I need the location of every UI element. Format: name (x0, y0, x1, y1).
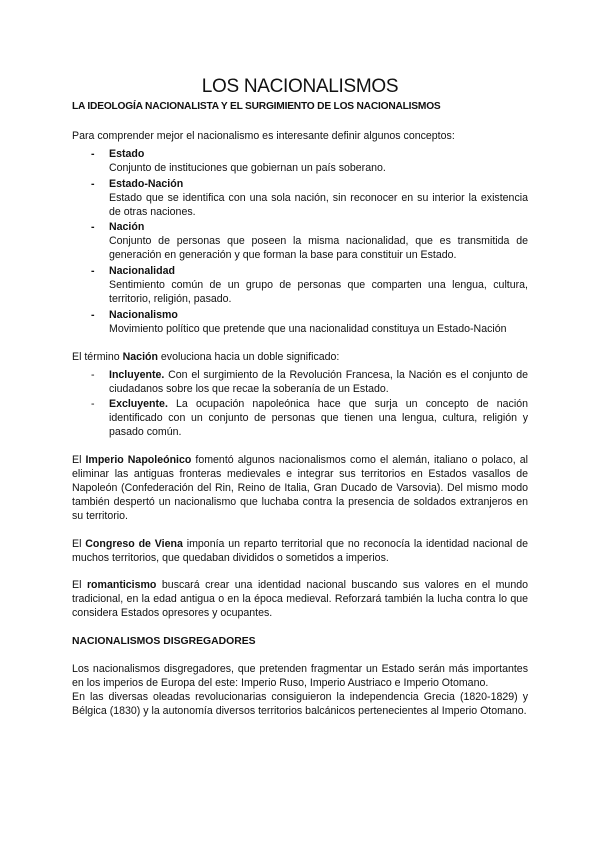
imperio-text-after: fomentó algunos nacionalismos como el alemán, italiano o polaco, al eliminar las antiguas fronteras medievales e integrar sus territorios en Estados vasallos de Napoleón (Confederación del Rin, Reino de Italia, Gran Ducado de Varsovia). Del mismo modo también despertó un nacionalismo que luchaba contra la presencia de soldados extranjeros en su territorio. (72, 454, 528, 522)
nacion-text-after: evoluciona hacia un doble significado: (157, 350, 340, 363)
concept-definition: Conjunto de personas que poseen la misma nacionalidad, que es transmitida de generación en generación y que forman la base para constituir un Estado. (109, 235, 528, 262)
concept-term: Nacionalismo (109, 308, 178, 321)
section-heading: NACIONALISMOS DISGREGADORES (72, 636, 256, 648)
congreso-paragraph (72, 538, 528, 566)
romanticismo-text-before: El (72, 579, 87, 592)
meaning-term: Excluyente. (109, 398, 168, 411)
disgregadores-paragraph-2: En las diversas oleadas revolucionarias consiguieron la independencia Grecia (1820-1829) y Bélgica (1830) y la autonomía diversos territorios balcánicos pertenecientes al Imperio Otomano. (72, 691, 528, 717)
romanticismo-text-after: buscará crear una identidad nacional buscando sus valores en el mundo tradicional, en la edad antigua o en la época medieval. Reforzará también la lucha contra lo que considera Estados opresores y ocupantes. (72, 579, 528, 620)
bullet-dash: - (91, 147, 95, 160)
meanings-list (72, 369, 528, 441)
bullet-dash: - (91, 177, 95, 190)
congreso-text-before: El (72, 537, 86, 550)
nacion-bold-term: Nación (122, 350, 158, 363)
meaning-item (72, 398, 528, 440)
concept-item (72, 178, 528, 220)
bullet-dash: - (91, 308, 95, 321)
imperio-bold-term: Imperio Napoleónico (85, 454, 192, 467)
intro-paragraph: Para comprender mejor el nacionalismo es interesante definir algunos conceptos: (72, 130, 455, 142)
nacion-paragraph (72, 351, 528, 365)
concept-term: Nación (109, 221, 145, 234)
concept-item (72, 265, 528, 307)
concept-term: Nacionalidad (109, 265, 175, 278)
bullet-dash: - (91, 398, 95, 411)
document-page (72, 0, 528, 719)
concept-term: Estado (109, 147, 145, 160)
congreso-bold-term: Congreso de Viena (85, 537, 183, 550)
meaning-text: Con el surgimiento de la Revolución Francesa, la Nación es el conjunto de ciudadanos sobre los que recae la soberanía de un Estado. (109, 368, 528, 395)
concept-definition: Movimiento político que pretende que una nacionalidad constituya un Estado-Nación (109, 322, 507, 335)
romanticismo-paragraph (72, 579, 528, 621)
concept-definition: Estado que se identifica con una sola nación, sin reconocer en su interior la existencia de otras naciones. (109, 191, 528, 218)
bullet-dash: - (91, 368, 95, 381)
concept-definition: Sentimiento común de un grupo de personas que comparten una lengua, cultura, territorio, religión, pasado. (109, 279, 528, 305)
meaning-term: Incluyente. (109, 368, 165, 381)
bullet-dash: - (91, 221, 95, 234)
concepts-list (72, 148, 528, 337)
bullet-dash: - (91, 265, 95, 278)
disgregadores-paragraph-1: Los nacionalismos disgregadores, que pretenden fragmentar un Estado serán más importantes en los imperios de Europa del este: Imperio Ruso, Imperio Austriaco e Imperio Otomano. (72, 663, 528, 690)
romanticismo-bold-term: romanticismo (86, 579, 157, 592)
page-title: LOS NACIONALISMOS (201, 76, 399, 97)
concept-item (72, 221, 528, 263)
concept-item (72, 309, 528, 337)
concept-item (72, 148, 528, 176)
congreso-text-after: imponía un reparto territorial que no reconocía la identidad nacional de muchos territorios, que quedaban divididos o sometidos a imperios. (72, 537, 528, 564)
imperio-paragraph (72, 454, 528, 524)
meaning-item (72, 369, 528, 397)
nacion-text-before: El término (72, 350, 123, 363)
concept-term: Estado-Nación (109, 177, 184, 190)
concept-definition: Conjunto de instituciones que gobiernan un país soberano. (109, 161, 386, 174)
meaning-text: La ocupación napoleónica hace que surja un concepto de nación identificado con un conjunto de personas que tienen una lengua, cultura, religión y pasado común. (109, 398, 528, 439)
imperio-text-before: El (72, 454, 86, 467)
section-subtitle: LA IDEOLOGÍA NACIONALISTA Y EL SURGIMIENTO DE LOS NACIONALISMOS (72, 101, 441, 112)
